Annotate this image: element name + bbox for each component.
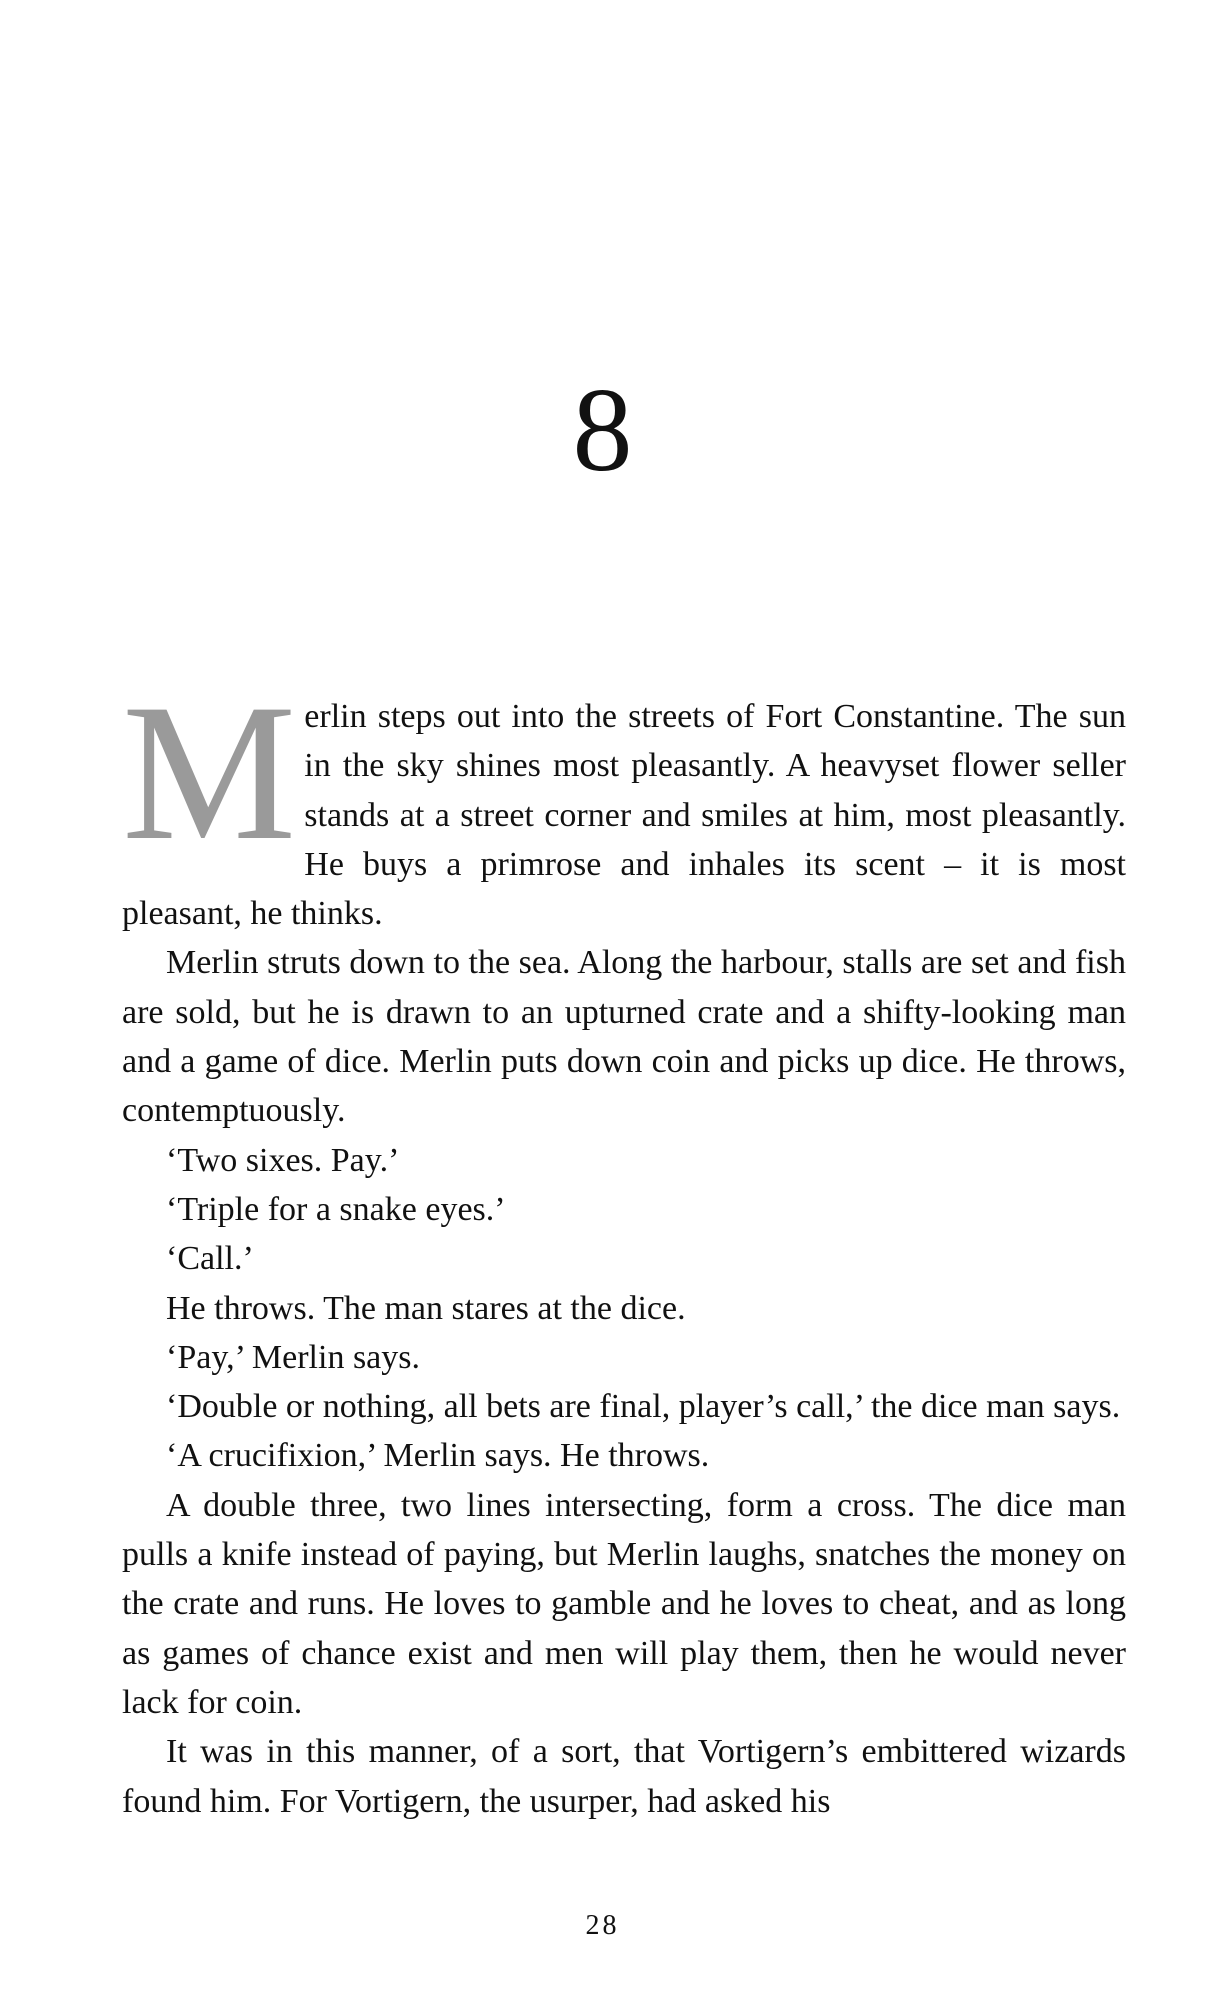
chapter-number: 8 — [572, 363, 633, 496]
dialogue-line: ‘Two sixes. Pay.’ — [166, 1141, 400, 1179]
dialogue-line: ‘A crucifixion,’ Merlin says. He throws. — [166, 1437, 710, 1475]
paragraph: He throws. The man stares at the dice. — [166, 1289, 686, 1327]
chapter-text — [122, 664, 1126, 1826]
drop-cap: M — [122, 664, 297, 881]
paragraph: A double three, two lines intersecting, form a cross. The dice man pulls a knife instead of paying, but Merlin laughs, snatches the money on the crate and runs. He loves to gamble and he loves to cheat, and as long as games of chance exist and men will play them, then he would never lack for coin. — [122, 1486, 1126, 1721]
dialogue-line: ‘Double or nothing, all bets are final, player’s call,’ the dice man says. — [166, 1388, 1121, 1426]
paragraph-text: erlin steps out into the streets of Fort Constantine. The sun in the sky shines most pleasantly. A heavyset flower seller stands at a street corner and smiles at him, most pleasantly. He buys a primrose and inhales its scent – it is most pleasant, he thinks. — [122, 698, 1126, 933]
page-number: 28 — [585, 1910, 620, 1941]
paragraph: It was in this manner, of a sort, that Vortigern’s embittered wizards found him. For Vortigern, the usurper, had asked his — [122, 1733, 1126, 1820]
dialogue-line: ‘Pay,’ Merlin says. — [166, 1338, 421, 1376]
paragraph: Merlin struts down to the sea. Along the harbour, stalls are set and fish are sold, but he is drawn to an upturned crate and a shifty-looking man and a game of dice. Merlin puts down coin and picks up dice. He throws, contemptuously. — [122, 944, 1126, 1130]
dialogue-line: ‘Call.’ — [166, 1240, 254, 1278]
paragraph — [122, 664, 1126, 938]
dialogue-line: ‘Triple for a snake eyes.’ — [166, 1190, 506, 1228]
